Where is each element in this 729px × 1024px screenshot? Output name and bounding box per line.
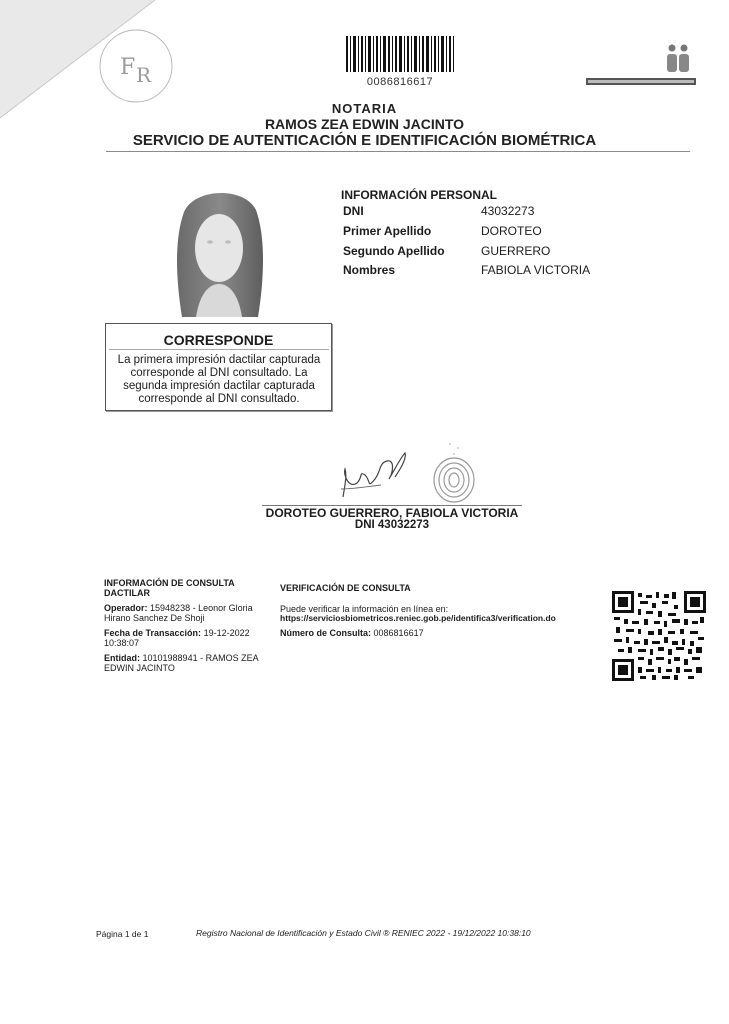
info-row-segundo-apellido bbox=[343, 244, 550, 258]
consulta-field bbox=[280, 628, 424, 638]
info-label: Segundo Apellido bbox=[343, 244, 445, 258]
fecha-label: Fecha de Transacción: bbox=[104, 628, 202, 638]
info-label: Nombres bbox=[343, 263, 396, 277]
info-value: GUERRERO bbox=[481, 244, 551, 258]
signature-image bbox=[335, 445, 415, 505]
entidad-value: 10101988941 - RAMOS ZEA EDWIN JACINTO bbox=[104, 653, 259, 673]
entidad-field bbox=[104, 653, 274, 673]
header-divider bbox=[106, 151, 690, 152]
fecha-value: 19-12-2022 10:38:07 bbox=[104, 628, 250, 648]
verification-title: VERIFICACIÓN DE CONSULTA bbox=[280, 583, 411, 593]
consulta-label: Número de Consulta: bbox=[280, 628, 372, 638]
entidad-label: Entidad: bbox=[104, 653, 140, 663]
barcode-number: 0086816617 bbox=[366, 76, 434, 88]
info-row-nombres bbox=[343, 263, 590, 277]
reniec-logo bbox=[586, 42, 696, 88]
operator-label: Operador: bbox=[104, 603, 148, 613]
personal-info-title: INFORMACIÓN PERSONAL bbox=[341, 188, 497, 202]
fecha-field bbox=[104, 628, 274, 648]
info-row-primer-apellido bbox=[343, 224, 542, 238]
barcode bbox=[342, 36, 458, 78]
consulta-value: 0086816617 bbox=[373, 628, 424, 638]
qr-code bbox=[612, 591, 706, 681]
result-divider bbox=[109, 349, 329, 350]
signer-name: DOROTEO GUERRERO, FABIOLA VICTORIA bbox=[265, 506, 519, 520]
svg-text:R: R bbox=[136, 63, 152, 87]
svg-text:F: F bbox=[120, 55, 136, 80]
result-title: CORRESPONDE bbox=[163, 332, 274, 348]
info-label: DNI bbox=[343, 204, 364, 218]
verification-url[interactable]: https://serviciosbiometricos.reniec.gob.pe/identifica3/verification.do bbox=[280, 613, 556, 623]
notary-name: RAMOS ZEA EDWIN JACINTO bbox=[264, 116, 465, 132]
verification-text: Puede verificar la información en línea en: bbox=[280, 604, 449, 614]
id-photo bbox=[168, 180, 271, 317]
info-row-dni bbox=[343, 204, 534, 218]
footer-text: Registro Nacional de Identificación y Estado Civil ® RENIEC 2022 - 19/12/2022 10:38:10 bbox=[196, 928, 531, 938]
page-number: Página 1 de 1 bbox=[96, 929, 149, 939]
result-text: La primera impresión dactilar capturada corresponde al DNI consultado. La segunda impresión dactilar capturada corresponde al DNI consultado. bbox=[117, 354, 321, 405]
info-value: DOROTEO bbox=[481, 224, 542, 238]
operator-value: 15948238 - Leonor Gloria Hirano Sanchez De Shoji bbox=[104, 603, 253, 623]
signer-dni: DNI 43032273 bbox=[354, 519, 430, 531]
notary-stamp bbox=[78, 22, 188, 112]
info-label: Primer Apellido bbox=[343, 224, 432, 238]
service-title: SERVICIO DE AUTENTICACIÓN E IDENTIFICACIÓN BIOMÉTRICA bbox=[132, 132, 597, 149]
operator-field bbox=[104, 603, 274, 623]
info-value: FABIOLA VICTORIA bbox=[481, 263, 591, 277]
fingerprint-image bbox=[428, 438, 480, 506]
notaria-heading: NOTARIA bbox=[331, 101, 398, 115]
info-value: 43032273 bbox=[481, 204, 535, 218]
dactilar-info-title: INFORMACIÓN DE CONSULTA DACTILAR bbox=[104, 578, 235, 598]
